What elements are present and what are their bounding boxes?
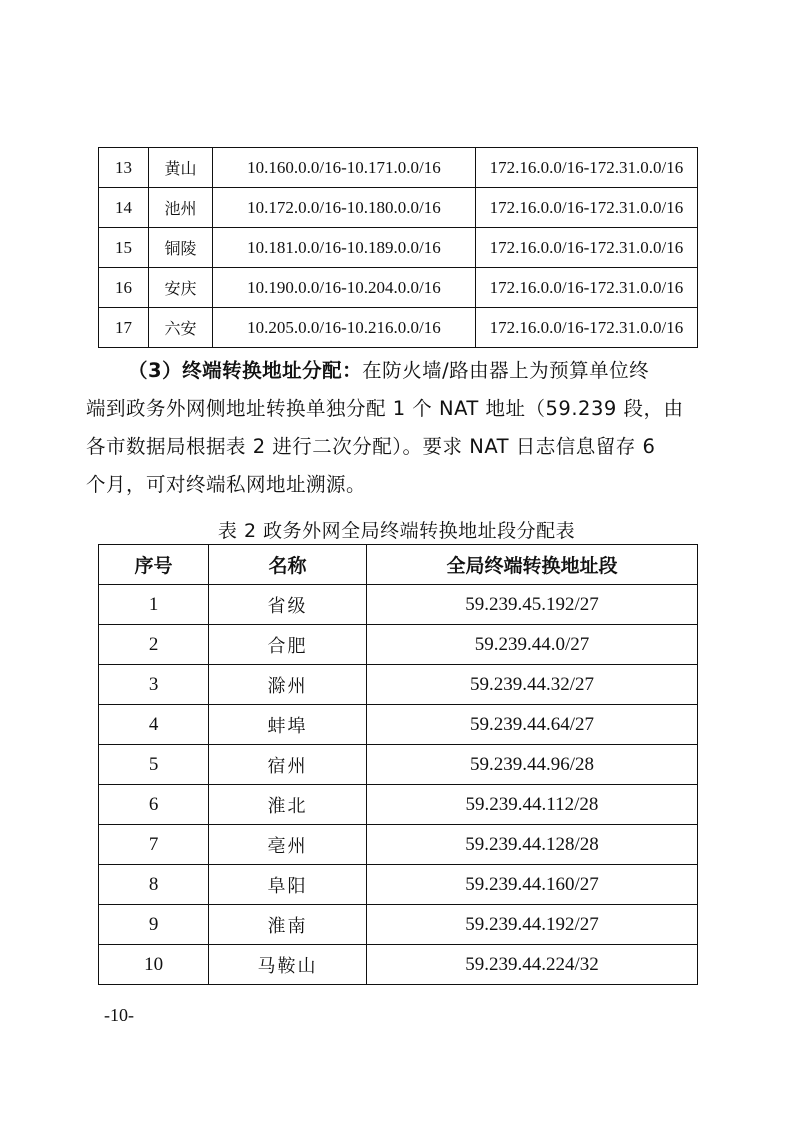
table-row (99, 785, 698, 825)
table-row (99, 585, 698, 625)
nat-allocation-paragraph (86, 352, 700, 504)
table-row (99, 188, 698, 228)
table-row (99, 228, 698, 268)
address-segment: 59.239.44.192/27 (366, 905, 697, 945)
unit-name: 蚌埠 (209, 705, 367, 745)
unit-name: 马鞍山 (209, 945, 367, 985)
address-segment: 59.239.44.224/32 (366, 945, 697, 985)
address-range-10: 10.160.0.0/16-10.171.0.0/16 (213, 148, 476, 188)
row-number: 9 (99, 905, 209, 945)
unit-name: 淮南 (209, 905, 367, 945)
address-segment: 59.239.45.192/27 (366, 585, 697, 625)
city-name: 六安 (148, 308, 212, 348)
row-number: 8 (99, 865, 209, 905)
address-range-172: 172.16.0.0/16-172.31.0.0/16 (475, 308, 697, 348)
table-row (99, 625, 698, 665)
row-number: 16 (99, 268, 149, 308)
table-row (99, 665, 698, 705)
unit-name: 宿州 (209, 745, 367, 785)
row-number: 1 (99, 585, 209, 625)
city-name: 安庆 (148, 268, 212, 308)
address-segment: 59.239.44.0/27 (366, 625, 697, 665)
address-range-10: 10.172.0.0/16-10.180.0.0/16 (213, 188, 476, 228)
row-number: 6 (99, 785, 209, 825)
row-number: 4 (99, 705, 209, 745)
address-segment: 59.239.44.96/28 (366, 745, 697, 785)
paragraph-line (108, 352, 700, 390)
paragraph-text: 在防火墙/路由器上为预算单位终 (362, 359, 650, 382)
city-name: 铜陵 (148, 228, 212, 268)
address-range-172: 172.16.0.0/16-172.31.0.0/16 (475, 188, 697, 228)
table-row (99, 745, 698, 785)
city-name: 池州 (148, 188, 212, 228)
table-row (99, 865, 698, 905)
table-row (99, 705, 698, 745)
table-caption: 表 2 政务外网全局终端转换地址段分配表 (217, 520, 576, 542)
paragraph-line: 各市数据局根据表 2 进行二次分配）。要求 NAT 日志信息留存 6 (86, 435, 656, 458)
address-range-10: 10.190.0.0/16-10.204.0.0/16 (213, 268, 476, 308)
ip-range-table-continued (98, 147, 698, 348)
paragraph-line: 端到政务外网侧地址转换单独分配 1 个 NAT 地址（59.239 段，由 (86, 397, 684, 420)
page-number: -10- (104, 1005, 134, 1025)
address-range-172: 172.16.0.0/16-172.31.0.0/16 (475, 148, 697, 188)
row-number: 14 (99, 188, 149, 228)
header-segment: 全局终端转换地址段 (366, 545, 697, 585)
header-name: 名称 (209, 545, 367, 585)
address-range-10: 10.181.0.0/16-10.189.0.0/16 (213, 228, 476, 268)
row-number: 10 (99, 945, 209, 985)
unit-name: 滁州 (209, 665, 367, 705)
row-number: 5 (99, 745, 209, 785)
table-row (99, 945, 698, 985)
row-number: 13 (99, 148, 149, 188)
address-range-172: 172.16.0.0/16-172.31.0.0/16 (475, 268, 697, 308)
address-segment: 59.239.44.112/28 (366, 785, 697, 825)
row-number: 17 (99, 308, 149, 348)
section-heading: （3）终端转换地址分配： (128, 359, 363, 382)
unit-name: 淮北 (209, 785, 367, 825)
paragraph-line: 个月，可对终端私网地址溯源。 (86, 473, 367, 496)
row-number: 3 (99, 665, 209, 705)
table-header-row (99, 545, 698, 585)
unit-name: 合肥 (209, 625, 367, 665)
unit-name: 省级 (209, 585, 367, 625)
row-number: 2 (99, 625, 209, 665)
address-segment: 59.239.44.128/28 (366, 825, 697, 865)
unit-name: 亳州 (209, 825, 367, 865)
address-segment: 59.239.44.32/27 (366, 665, 697, 705)
table-row (99, 148, 698, 188)
table-row (99, 268, 698, 308)
city-name: 黄山 (148, 148, 212, 188)
address-segment: 59.239.44.160/27 (366, 865, 697, 905)
table-row (99, 905, 698, 945)
row-number: 15 (99, 228, 149, 268)
table-row (99, 825, 698, 865)
unit-name: 阜阳 (209, 865, 367, 905)
table-row (99, 308, 698, 348)
nat-segment-table (98, 544, 698, 985)
address-range-172: 172.16.0.0/16-172.31.0.0/16 (475, 228, 697, 268)
header-number: 序号 (99, 545, 209, 585)
address-range-10: 10.205.0.0/16-10.216.0.0/16 (213, 308, 476, 348)
address-segment: 59.239.44.64/27 (366, 705, 697, 745)
row-number: 7 (99, 825, 209, 865)
